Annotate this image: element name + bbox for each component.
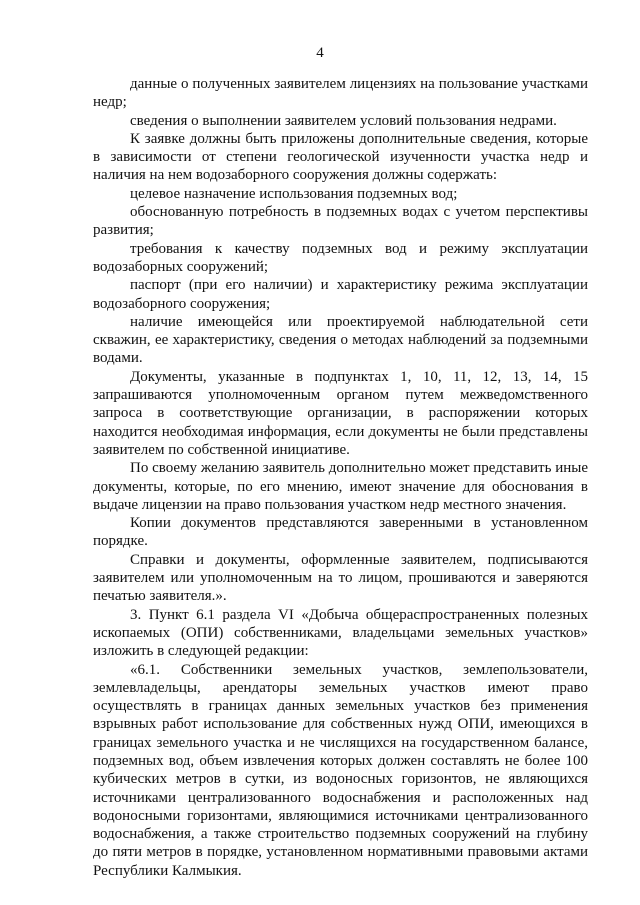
paragraph-conditions: сведения о выполнении заявителем условий пользования недрами.	[130, 112, 557, 129]
paragraph-purpose: целевое назначение использования подземных вод;	[130, 185, 458, 202]
paragraph-licenses: данные о полученных заявителем лицензиях на пользование участками недр;	[93, 76, 588, 111]
document-body	[93, 75, 588, 880]
paragraph-certificates: Справки и документы, оформленные заявителем, подписываются заявителем или уполномоченным на то лицом, прошиваются и заверяются печатью заявителя.».	[93, 551, 588, 605]
paragraph-passport: паспорт (при его наличии) и характеристику режима эксплуатации водозаборного сооружения;	[93, 277, 588, 312]
paragraph-interagency-request: Документы, указанные в подпунктах 1, 10, 11, 12, 13, 14, 15 запрашиваются уполномоченным органом путем межведомственного запроса в соответствующие организации, в распоряжении которых находится необходимая информация, если документы не были представлены заявителем по собственной инициативе.	[93, 368, 588, 458]
paragraph-need: обоснованную потребность в подземных водах с учетом перспективы развития;	[93, 204, 588, 239]
paragraph-observation-network: наличие имеющейся или проектируемой наблюдательной сети скважин, ее характеристику, сведения о методах наблюдений за подземными водами.	[93, 313, 588, 367]
paragraph-point-3: 3. Пункт 6.1 раздела VI «Добыча общераспространенных полезных ископаемых (ОПИ) собственниками, владельцами земельных участков» изложить в следующей редакции:	[93, 606, 588, 660]
paragraph-copies: Копии документов представляются заверенными в установленном порядке.	[93, 515, 588, 550]
paragraph-additional-info: К заявке должны быть приложены дополнительные сведения, которые в зависимости от степени геологической изученности участка недр и наличия на нем водозаборного сооружения должны содержать:	[93, 130, 588, 184]
paragraph-optional-documents: По своему желанию заявитель дополнительно может представить иные документы, которые, по его мнению, имеют значение для обоснования в выдаче лицензии на право пользования участком недр местного значения.	[93, 460, 588, 513]
paragraph-quality: требования к качеству подземных вод и режиму эксплуатации водозаборных сооружений;	[93, 240, 588, 275]
page-number: 4	[316, 45, 324, 61]
paragraph-section-6-1: «6.1. Собственники земельных участков, землепользователи, землевладельцы, арендаторы земельных участков имеют право осуществлять в границах данных земельных участков без применения взрывных работ использование для собственных нужд ОПИ, имеющихся в границах земельного участка и не числящихся на государственном балансе, подземных вод, объем извлечения которых должен составлять не более 100 кубических метров в сутки, из водоносных горизонтов, не являющихся источниками централизованного водоснабжения и расположенных над водоносными горизонтами, являющимися источниками централизованного водоснабжения, а также строительство подземных сооружений на глубину до пяти метров в порядке, установленном нормативными правовыми актами Республики Калмыкия.	[93, 661, 588, 879]
